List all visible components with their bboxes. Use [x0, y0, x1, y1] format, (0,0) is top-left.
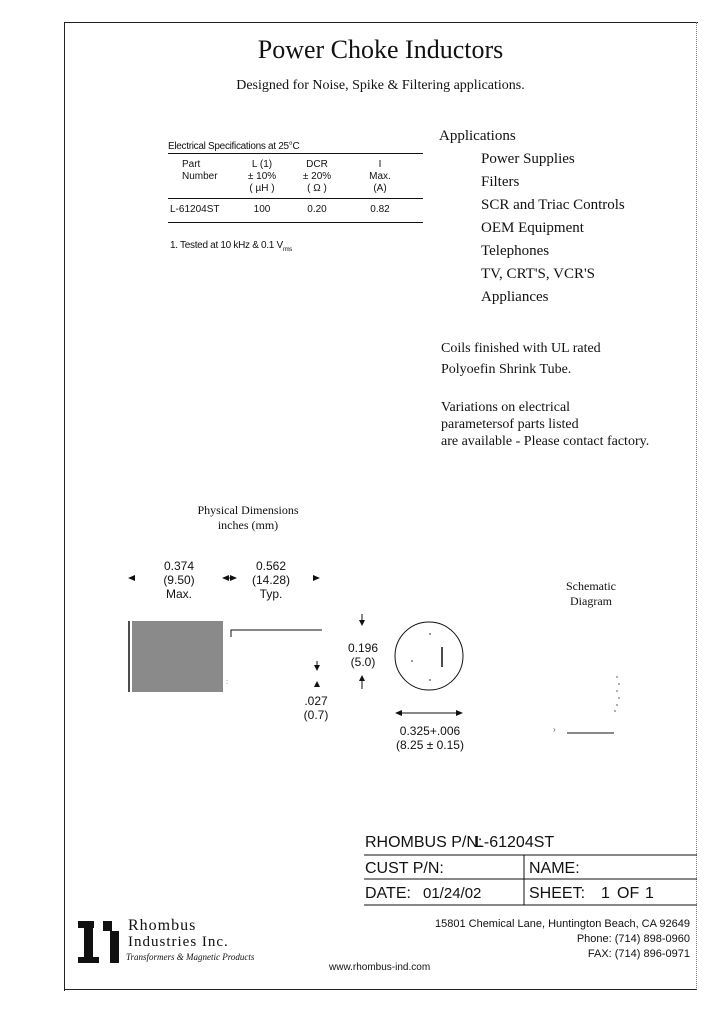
- col-header-current: I Max. (A): [369, 159, 391, 194]
- col-header-dcr: DCR ± 20% ( Ω ): [302, 159, 332, 194]
- sheet-total: 1: [645, 885, 654, 902]
- lead-wire: [231, 630, 322, 637]
- date-label: DATE:: [365, 885, 411, 902]
- company-name-line2: Industries Inc.: [128, 934, 229, 950]
- app-item: Filters: [481, 174, 520, 190]
- svg-text:›: ›: [553, 725, 556, 734]
- app-item: TV, CRT'S, VCR'S: [481, 266, 595, 282]
- name-label: NAME:: [529, 860, 580, 877]
- cell-part-number: L-61204ST: [170, 204, 220, 215]
- variations-note: Variations on electrical parametersof parts listed are available - Please contact factory.: [441, 400, 650, 449]
- app-item: Telephones: [481, 243, 550, 259]
- cell-inductance: 100: [253, 204, 271, 215]
- date-value: 01/24/02: [423, 885, 482, 902]
- company-website: www.rhombus-ind.com: [329, 962, 431, 973]
- coils-note: Coils finished with UL rated Polyoefin Shrink Tube.: [441, 341, 601, 377]
- cust-pn-label: CUST P/N:: [365, 860, 444, 877]
- app-item: SCR and Triac Controls: [481, 197, 625, 213]
- sheet-of: OF: [617, 885, 640, 902]
- spec-table-title: Electrical Specifications at 25°C: [168, 141, 300, 152]
- dim-length: 0.374 (9.50) Max.: [163, 559, 195, 601]
- page-title: Power Choke Inductors: [257, 35, 504, 64]
- height-arrow-icon: [359, 620, 365, 681]
- component-body: [132, 621, 223, 692]
- dim-diameter: 0.325+.006 (8.25 ± 0.15): [396, 724, 464, 752]
- applications-heading: Applications: [439, 128, 516, 144]
- company-name-line1: Rhombus: [128, 917, 197, 934]
- test-note: 1. Tested at 10 kHz & 0.1 $V_{rms}$: [170, 240, 293, 253]
- rhombus-logo-icon: [78, 921, 119, 963]
- cell-current: 0.82: [370, 204, 390, 215]
- dim-wire: .027 (0.7): [303, 694, 329, 722]
- app-item: Power Supplies: [481, 151, 575, 167]
- app-item: OEM Equipment: [481, 220, 584, 236]
- sheet-label: SHEET:: [529, 885, 586, 902]
- schematic-coil-icon: [614, 676, 620, 712]
- schematic-title: Schematic Diagram: [566, 579, 616, 608]
- length-arrow-icon: [128, 575, 320, 581]
- col-header-inductance: L (1) ± 10% ( µH ): [247, 159, 277, 194]
- rhombus-pn-value: L-61204ST: [475, 834, 555, 851]
- dimensions-title: Physical Dimensions inches (mm): [197, 503, 299, 532]
- app-item: Appliances: [481, 289, 549, 305]
- wire-arrow-icon: [314, 665, 320, 687]
- company-address: 15801 Chemical Lane, Huntington Beach, CA 92649 Phone: (714) 898-0960 FAX: (714) 896-0971: [434, 918, 690, 960]
- dim-height: 0.196 (5.0): [347, 641, 379, 669]
- sheet-number: 1: [601, 885, 610, 902]
- page-subtitle: Designed for Noise, Spike & Filtering applications.: [236, 78, 525, 93]
- company-tagline: Transformers & Magnetic Products: [126, 952, 255, 962]
- dim-lead-length: 0.562 (14.28) Typ.: [251, 559, 291, 601]
- rhombus-pn-label: RHOMBUS P/N:: [365, 834, 483, 851]
- end-view-circle: [395, 622, 463, 690]
- col-header-part: Part Number: [182, 159, 218, 182]
- svg-text::: :: [226, 679, 228, 686]
- cell-dcr: 0.20: [307, 204, 327, 215]
